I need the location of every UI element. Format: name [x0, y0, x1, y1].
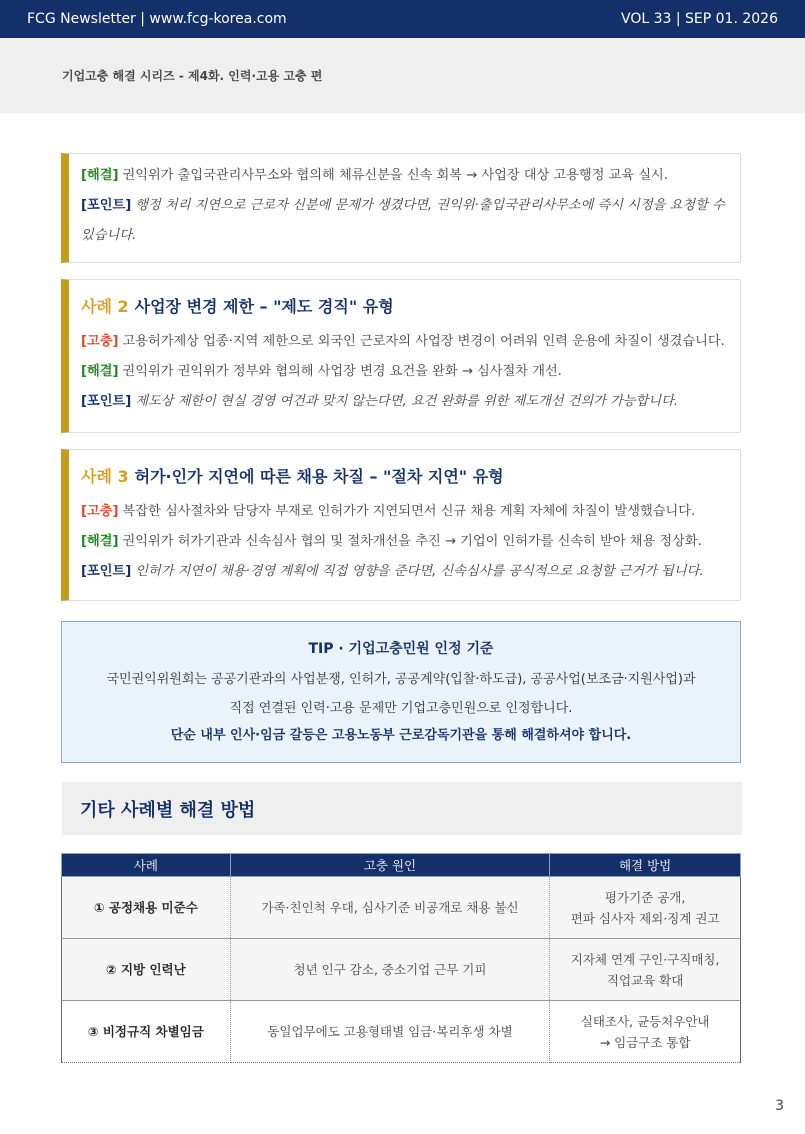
tip-line-1: 국민권익위원회는 공공기관과의 사업분쟁, 인허가, 공공계약(입찰·하도급), 공공사업(보조금·지원사업)과 — [106, 672, 696, 687]
solve-text: 권익위가 권익위가 정부와 협의해 사업장 변경 요건을 완화 → 심사절차 개선. — [122, 364, 562, 379]
point-tag: [포인트] — [81, 564, 132, 579]
cause-cell: 가족·친인척 우대, 심사기준 비공개로 채용 불신 — [230, 877, 550, 939]
case-2-heading — [81, 295, 730, 319]
case-2-solve — [81, 357, 730, 387]
solution-cell — [550, 877, 741, 939]
table-row — [62, 877, 741, 939]
newsletter-site: FCG Newsletter | www.fcg-korea.com — [27, 11, 287, 27]
solve-tag: [해결] — [81, 168, 119, 183]
solve-text: 권익위가 허가기관과 신속심사 협의 및 절차개선을 추진 → 기업이 인허가를 신속히 받아 채용 정상화. — [122, 534, 702, 549]
table-row — [62, 939, 741, 1001]
page-number: 3 — [775, 1098, 784, 1114]
tip-title: TIP · 기업고충민원 인정 기준 — [308, 641, 494, 657]
series-bar — [0, 38, 805, 113]
section-title: 기타 사례별 해결 방법 — [80, 799, 256, 821]
solution-cell — [550, 939, 741, 1001]
solution-line: 평가기준 공개, — [604, 889, 686, 905]
solution-line: → 임금구조 통합 — [599, 1034, 691, 1050]
column-header: 고충 원인 — [230, 854, 550, 877]
case-title: 사업장 변경 제한 – "제도 경직" 유형 — [134, 297, 394, 316]
solve-text: 권익위가 출입국관리사무소와 협의해 체류신분을 신속 회복 → 사업장 대상 고용행정 교육 실시. — [122, 168, 668, 183]
solution-cell — [550, 1001, 741, 1063]
case-1-solve — [81, 161, 730, 191]
tip-box — [61, 621, 741, 763]
solve-tag: [해결] — [81, 534, 119, 549]
case-number: 사례 3 — [81, 467, 129, 486]
case-2-point — [81, 387, 730, 417]
series-title: 기업고충 해결 시리즈 - 제4화. 인력·고용 고충 편 — [62, 69, 323, 83]
point-text: 인허가 지연이 채용·경영 계획에 직접 영향을 준다면, 신속심사를 공식적으로 요청할 근거가 됩니다. — [135, 564, 704, 579]
case-cell: ② 지방 인력난 — [62, 939, 231, 1001]
cause-cell: 동일업무에도 고용형태별 임금·복리후생 차별 — [230, 1001, 550, 1063]
tip-emphasis: 단순 내부 인사·임금 갈등은 고용노동부 근로감독기관을 통해 해결하셔야 합니다. — [170, 728, 632, 743]
case-3-solve — [81, 527, 730, 557]
case-cell: ③ 비정규직 차별임금 — [62, 1001, 231, 1063]
pain-text: 고용허가제상 업종·지역 제한으로 외국인 근로자의 사업장 변경이 어려워 인력 운용에 차질이 생겼습니다. — [122, 334, 725, 349]
solution-line: 편파 심사자 제외·징계 권고 — [570, 910, 720, 926]
point-tag: [포인트] — [81, 394, 132, 409]
pain-tag: [고충] — [81, 504, 119, 519]
case-1-box — [61, 153, 741, 263]
case-cell: ① 공정채용 미준수 — [62, 877, 231, 939]
section-heading — [62, 782, 742, 835]
tip-line-2: 직접 연결된 인력·고용 문제만 기업고충민원으로 인정합니다. — [229, 701, 573, 716]
point-text: 제도상 제한이 현실 경영 여건과 맞지 않는다면, 요건 완화를 위한 제도개선 건의가 가능합니다. — [135, 394, 679, 409]
case-3-heading — [81, 465, 730, 489]
solution-line: 지자체 연계 구인·구직매칭, — [570, 951, 720, 967]
case-2-box — [61, 279, 741, 433]
case-number: 사례 2 — [81, 297, 129, 316]
case-3-pain — [81, 497, 730, 527]
case-2-pain — [81, 327, 730, 357]
solution-line: 실태조사, 균등처우안내 — [580, 1013, 710, 1029]
table-row — [62, 1001, 741, 1063]
point-tag: [포인트] — [81, 198, 132, 213]
table-header-row — [62, 854, 741, 877]
case-1-point — [81, 191, 730, 251]
column-header: 해결 방법 — [550, 854, 741, 877]
point-text: 행정 처리 지연으로 근로자 신분에 문제가 생겼다면, 권익위·출입국관리사무소에 즉시 시정을 요청할 수 있습니다. — [81, 198, 725, 243]
newsletter-header-bar — [0, 0, 805, 38]
pain-tag: [고충] — [81, 334, 119, 349]
case-3-box — [61, 449, 741, 601]
cases-table — [61, 853, 741, 1063]
case-3-point — [81, 557, 730, 587]
cause-cell: 청년 인구 감소, 중소기업 근무 기피 — [230, 939, 550, 1001]
pain-text: 복잡한 심사절차와 담당자 부재로 인허가가 지연되면서 신규 채용 계획 자체에 차질이 발생했습니다. — [122, 504, 696, 519]
column-header: 사례 — [62, 854, 231, 877]
solve-tag: [해결] — [81, 364, 119, 379]
case-title: 허가·인가 지연에 따른 채용 차질 – "절차 지연" 유형 — [134, 467, 504, 486]
solution-line: 직업교육 확대 — [606, 972, 684, 988]
issue-info: VOL 33 | SEP 01. 2026 — [620, 11, 778, 27]
